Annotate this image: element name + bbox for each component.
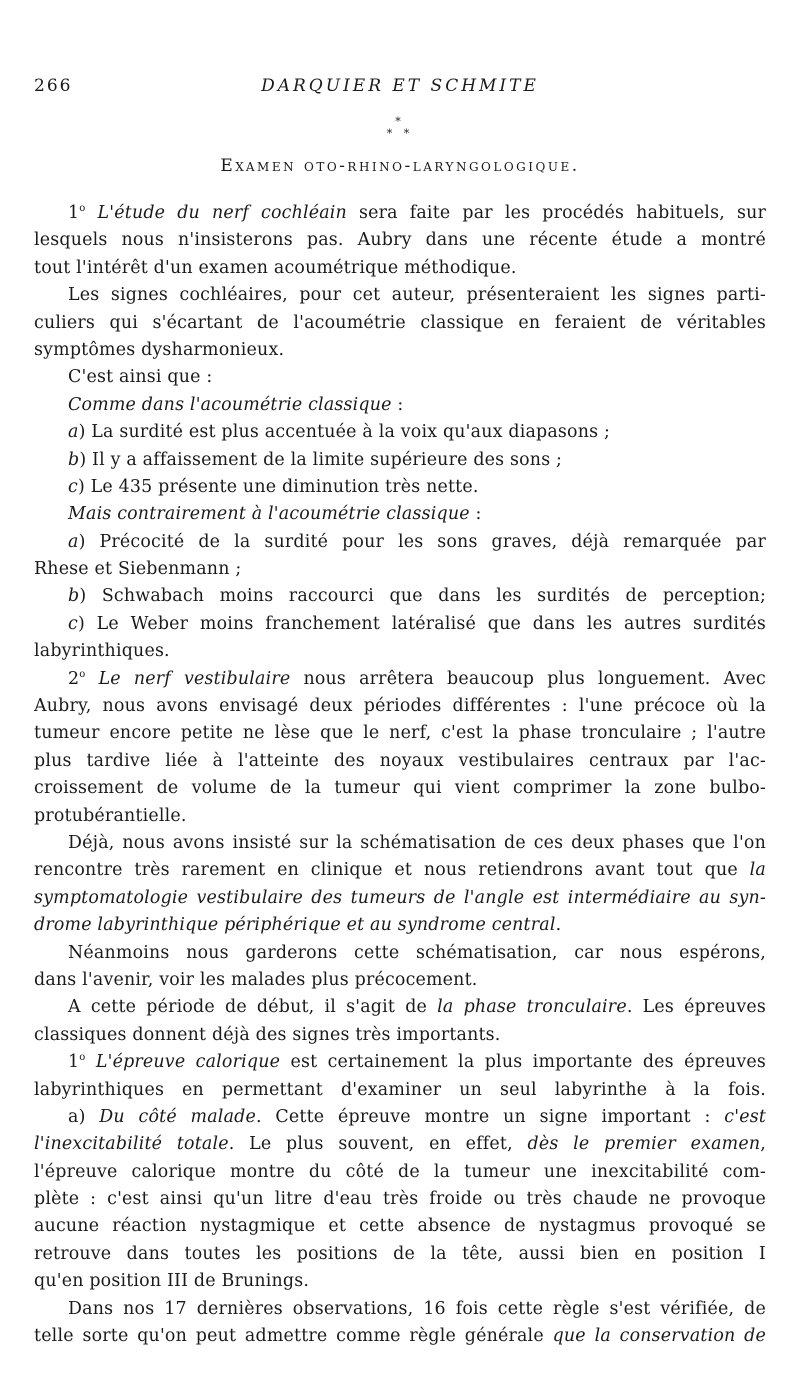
text-line (34, 1131, 766, 1158)
text-segment: . (555, 915, 562, 936)
italic-text: c (68, 613, 78, 634)
italic-text: symptomatologie vestibulaire des tumeurs de l'angle est intermédiaire au syn- (34, 887, 766, 908)
text-line (34, 940, 766, 967)
italic-text: Le nerf vestibulaire (98, 668, 291, 689)
text-line (34, 967, 766, 994)
text-line (34, 803, 766, 830)
text-line (34, 227, 766, 254)
text-segment: telle sorte qu'on peut admettre comme règle générale (34, 1326, 553, 1347)
text-line (34, 1268, 766, 1295)
italic-text: la phase tronculaire (437, 997, 627, 1018)
text-segment: tumeur encore petite ne lèse que le nerf, c'est la phase tronculaire ; l'autre (34, 723, 766, 744)
running-head (34, 76, 766, 100)
text-line (34, 1213, 766, 1240)
text-segment: ) Précocité de la surdité pour les sons graves, déjà remarquée par (78, 531, 766, 552)
text-segment: lesquels nous n'insisterons pas. Aubry dans une récente étude a montré (34, 230, 766, 251)
text-line (34, 611, 766, 638)
italic-text: a (68, 531, 79, 552)
section-heading: Examen oto-rhino-laryngologique. (220, 156, 580, 176)
text-line (34, 830, 766, 857)
ordinal-superscript: o (79, 1052, 86, 1064)
text-segment: dans l'avenir, voir les malades plus précocement. (34, 969, 478, 990)
text-line (34, 200, 766, 227)
italic-text: drome labyrinthique périphérique et au syndrome central (34, 915, 556, 936)
text-segment (86, 669, 99, 689)
text-segment: culiers qui s'écartant de l'acoumétrie classique en feraient de véritables (34, 312, 766, 333)
italic-text: la (749, 860, 766, 881)
text-segment: nous arrêtera beaucoup plus longuement. Avec (290, 668, 766, 689)
text-segment: Les signes cochléaires, pour cet auteur, présenteraient les signes parti- (68, 285, 766, 306)
text-segment: 2 (68, 668, 80, 689)
text-segment: qu'en position III de Brunings. (34, 1271, 310, 1292)
text-line (34, 994, 766, 1021)
text-segment: labyrinthiques en permettant d'examiner un seul labyrinthe à la fois. (34, 1079, 766, 1100)
italic-text: Mais contrairement à l'acoumétrie classique (68, 504, 470, 525)
text-segment: Néanmoins nous garderons cette schématisation, car nous espérons, (68, 942, 766, 963)
page-number: 266 (34, 76, 73, 96)
text-line (34, 638, 766, 665)
text-segment: . Cette épreuve montre un signe important : (255, 1106, 725, 1127)
text-line (34, 337, 766, 364)
text-line (34, 720, 766, 747)
italic-text: c (68, 476, 78, 497)
ordinal-superscript: o (79, 203, 86, 215)
text-line (34, 556, 766, 583)
text-line (34, 748, 766, 775)
ornament-star-bottom: * * (386, 127, 414, 140)
text-line (34, 392, 766, 419)
text-segment: aucune réaction nystagmique et cette absence de nystagmus provoqué se (34, 1216, 766, 1237)
text-line (34, 255, 766, 282)
text-line (34, 474, 766, 501)
text-line (34, 1022, 766, 1049)
italic-text: b (68, 586, 80, 607)
text-segment: protubérantielle. (34, 805, 187, 826)
text-segment: plète : c'est ainsi qu'un litre d'eau très froide ou très chaude ne provoque (34, 1189, 766, 1210)
text-segment: rencontre très rarement en clinique et nous retiendrons avant tout que (34, 860, 750, 881)
text-segment: A cette période de début, il s'agit de (68, 997, 438, 1018)
text-segment: est certainement la plus importante des épreuves (280, 1052, 766, 1073)
text-segment: . Le plus souvent, en effet, (228, 1134, 528, 1155)
text-line (34, 775, 766, 802)
text-line (34, 1186, 766, 1213)
italic-text: Du côté malade (99, 1106, 256, 1127)
text-segment: ) Le Weber moins franchement latéralisé que dans les autres surdités (77, 613, 766, 634)
text-segment: , (760, 1134, 766, 1155)
text-segment: C'est ainsi que : (68, 367, 213, 388)
text-segment: sera faite par les procédés habituels, sur (346, 203, 766, 223)
text-line (34, 857, 766, 884)
italic-text: dès le premier examen (527, 1134, 761, 1155)
text-line (34, 1077, 766, 1104)
text-segment: retrouve dans toutes les positions de la tête, aussi bien en position I (34, 1243, 766, 1264)
text-segment: labyrinthiques. (34, 641, 170, 662)
text-line (34, 885, 766, 912)
text-line (34, 1323, 766, 1350)
italic-text: Comme dans l'acoumétrie classique (68, 394, 392, 415)
italic-text: c'est (724, 1106, 766, 1127)
italic-text: que la conservation de (552, 1326, 766, 1347)
text-line (34, 693, 766, 720)
italic-text: a (68, 422, 79, 443)
running-title: DARQUIER ET SCHMITE (261, 76, 539, 96)
ordinal-superscript: o (79, 668, 86, 680)
text-segment: : (469, 504, 482, 525)
text-line (34, 282, 766, 309)
text-line (34, 583, 766, 610)
text-line (34, 447, 766, 474)
text-line (34, 529, 766, 556)
text-line (34, 1296, 766, 1323)
text-segment: 1 (68, 1052, 80, 1073)
text-segment: l'épreuve calorique montre du côté de la tumeur une inexcitabilité com- (34, 1161, 766, 1182)
italic-text: L'épreuve calorique (95, 1052, 281, 1073)
text-line (34, 1159, 766, 1186)
body-text (34, 200, 766, 1350)
text-line (34, 1049, 766, 1076)
italic-text: b (68, 449, 80, 470)
text-segment: Dans nos 17 dernières observations, 16 fois cette règle s'est vérifiée, de (68, 1298, 766, 1319)
text-line (34, 501, 766, 528)
text-line (34, 1104, 766, 1131)
text-line (34, 364, 766, 391)
text-segment: : (391, 394, 404, 415)
text-line (34, 1241, 766, 1268)
text-segment: . Les épreuves (626, 997, 766, 1018)
italic-text: L'étude du nerf cochléain (97, 203, 347, 223)
ornament-star-top: * (395, 115, 405, 128)
text-segment: plus tardive liée à l'atteinte des noyaux vestibulaires centraux par l'ac- (34, 750, 766, 771)
ornament-stars (0, 116, 800, 140)
text-line (34, 912, 766, 939)
text-segment: ) La surdité est plus accentuée à la voix qu'aux diapasons ; (78, 422, 611, 443)
italic-text: l'inexcitabilité totale (34, 1134, 229, 1155)
text-segment: Rhese et Siebenmann ; (34, 559, 242, 580)
text-segment: Déjà, nous avons insisté sur la schématisation de ces deux phases que l'on (68, 832, 766, 853)
text-segment: ) Il y a affaissement de la limite supérieure des sons ; (79, 449, 563, 470)
text-segment: a) (68, 1106, 100, 1127)
text-segment: tout l'intérêt d'un examen acoumétrique méthodique. (34, 257, 517, 278)
text-segment (86, 203, 98, 223)
text-line (34, 419, 766, 446)
text-segment: Aubry, nous avons envisagé deux périodes différentes : l'une précoce où la (34, 696, 766, 717)
text-segment: 1 (68, 203, 80, 223)
text-segment: ) Schwabach moins raccourci que dans les surdités de perception; (79, 586, 766, 607)
text-line (34, 310, 766, 337)
text-segment: croissement de volume de la tumeur qui vient comprimer la zone bulbo- (34, 778, 766, 799)
text-segment: symptômes dysharmonieux. (34, 339, 285, 360)
text-segment: ) Le 435 présente une diminution très nette. (77, 476, 479, 497)
text-segment (86, 1052, 96, 1072)
text-line (34, 666, 766, 693)
text-segment: classiques donnent déjà des signes très importants. (34, 1024, 501, 1045)
